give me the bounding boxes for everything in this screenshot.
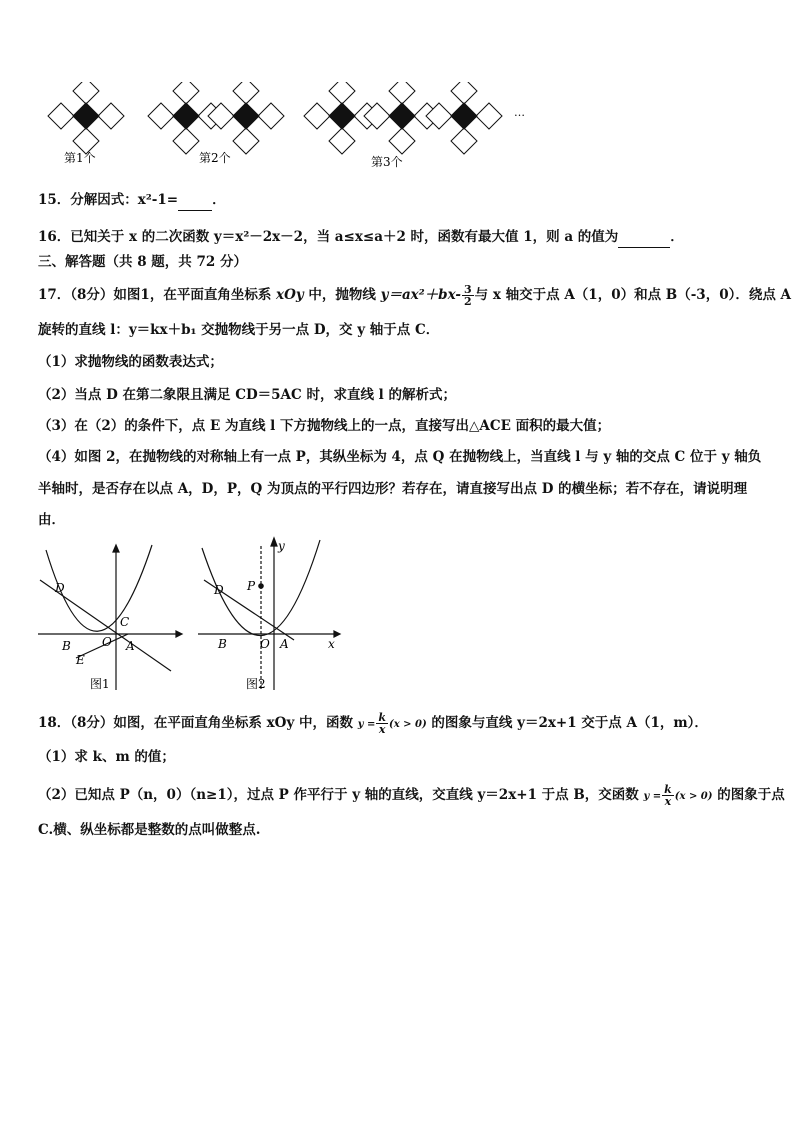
label-b: B xyxy=(62,639,71,653)
x-axis-arrow xyxy=(176,631,182,637)
diamond-outline xyxy=(329,82,355,104)
diamond-filled xyxy=(329,103,355,129)
diamond-outline xyxy=(451,128,477,154)
question-17-part1: （1）求抛物线的函数表达式； xyxy=(38,354,223,370)
label-c: C xyxy=(120,615,130,629)
diamond-filled xyxy=(73,103,99,129)
question-18-part2-a: （2）已知点 P（n，0）（n≥1），过点 P 作平行于 y 轴的直线，交直线 y＝2x+1 于点 B，交函数 y = $\frac{k}{x}$ (x > 0) 的图象于点 xyxy=(38,783,785,808)
diamond-outline xyxy=(98,103,124,129)
pattern-ellipsis: … xyxy=(514,106,525,119)
question-17-line1: 17．（8分）如图1，在平面直角坐标系 xOy 中，抛物线 y＝ax²＋bx- $\frac{3}{2}$ 与 x 轴交于点 A（1，0）和点 B（-3，0）．绕点 A xyxy=(38,283,792,308)
question-18-line1: 18．（8分）如图，在平面直角坐标系 xOy 中，函数 y = $\frac{k}{x}$ (x > 0) 的图象与直线 y＝2x+1 交于点 A（1，m）． xyxy=(38,711,708,736)
x-axis-arrow xyxy=(334,631,340,637)
diamond-outline xyxy=(258,103,284,129)
question-17-part4-b: 半轴时，是否存在以点 A，D，P，Q 为顶点的平行四边形？若存在，请直接写出点 D 的横坐标；若不存在，请说明理 xyxy=(38,481,748,497)
figure-2-caption: 图2 xyxy=(246,677,266,691)
question-17-part2: （2）当点 D 在第二象限且满足 CD＝5AC 时，求直线 l 的解析式； xyxy=(38,387,456,403)
diamond-filled xyxy=(451,103,477,129)
question-16: 16．已知关于 x 的二次函数 y＝x²－2x－2，当 a≤x≤a＋2 时，函数有最大值 1，则 a 的值为 ． xyxy=(38,227,684,248)
diamond-outline xyxy=(476,103,502,129)
pattern-label-1: 第1个 xyxy=(64,151,96,165)
diamond-outline xyxy=(233,128,259,154)
question-17-part4-c: 由． xyxy=(38,512,65,528)
diamond-outline xyxy=(173,82,199,104)
fraction-3-2: $\frac{3}{2}$ xyxy=(464,283,472,308)
fraction-k-x: $\frac{k}{x}$ xyxy=(378,711,386,736)
label-o: O xyxy=(102,635,112,649)
diamond-pattern-figure xyxy=(36,82,536,172)
diamond-outline xyxy=(48,103,74,129)
diamond-outline xyxy=(304,103,330,129)
pattern-label-3: 第3个 xyxy=(371,155,403,169)
question-18-part1: （1）求 k、m 的值； xyxy=(38,749,175,765)
figure-1-caption: 图1 xyxy=(90,677,110,691)
question-17-part4-a: （4）如图 2，在抛物线的对称轴上有一点 P，其纵坐标为 4，点 Q 在抛物线上，当直线 l 与 y 轴的交点 C 位于 y 轴负 xyxy=(38,449,762,465)
section-heading: 三、解答题（共 8 题，共 72 分） xyxy=(38,254,247,270)
label-b: B xyxy=(218,637,227,651)
question-17-part3: （3）在（2）的条件下，点 E 为直线 l 下方抛物线上的一点，直接写出△ACE 面积的最大值； xyxy=(38,418,611,434)
diamond-outline xyxy=(329,128,355,154)
figure-2 xyxy=(196,532,346,692)
point-p xyxy=(258,583,264,589)
diamond-filled xyxy=(233,103,259,129)
figure-1 xyxy=(36,540,186,695)
diamond-outline xyxy=(233,82,259,104)
question-17-line2: 旋转的直线 l：y＝kx＋b₁ 交抛物线于另一点 D，交 y 轴于点 C． xyxy=(38,322,440,338)
diamond-outline xyxy=(148,103,174,129)
label-o: O xyxy=(260,637,270,651)
pattern-label-2: 第2个 xyxy=(199,151,231,165)
diamond-outline xyxy=(173,128,199,154)
label-d: D xyxy=(55,581,65,595)
y-axis-arrow xyxy=(271,538,277,546)
diamond-outline xyxy=(389,82,415,104)
label-d: D xyxy=(214,583,224,597)
diamond-outline xyxy=(451,82,477,104)
question-18-part2-c: C.横、纵坐标都是整数的点叫做整点. xyxy=(38,822,261,838)
label-e: E xyxy=(76,653,85,667)
label-y: y xyxy=(278,539,285,553)
diamond-filled xyxy=(389,103,415,129)
label-p: P xyxy=(247,579,256,593)
question-15: 15．分解因式：x²-1= ． xyxy=(38,190,226,211)
diamond-outline xyxy=(389,128,415,154)
diamond-filled xyxy=(173,103,199,129)
label-a: A xyxy=(126,639,135,653)
diamond-outline xyxy=(73,82,99,104)
y-axis-arrow xyxy=(113,545,119,552)
label-a: A xyxy=(280,637,289,651)
label-x: x xyxy=(328,637,335,651)
